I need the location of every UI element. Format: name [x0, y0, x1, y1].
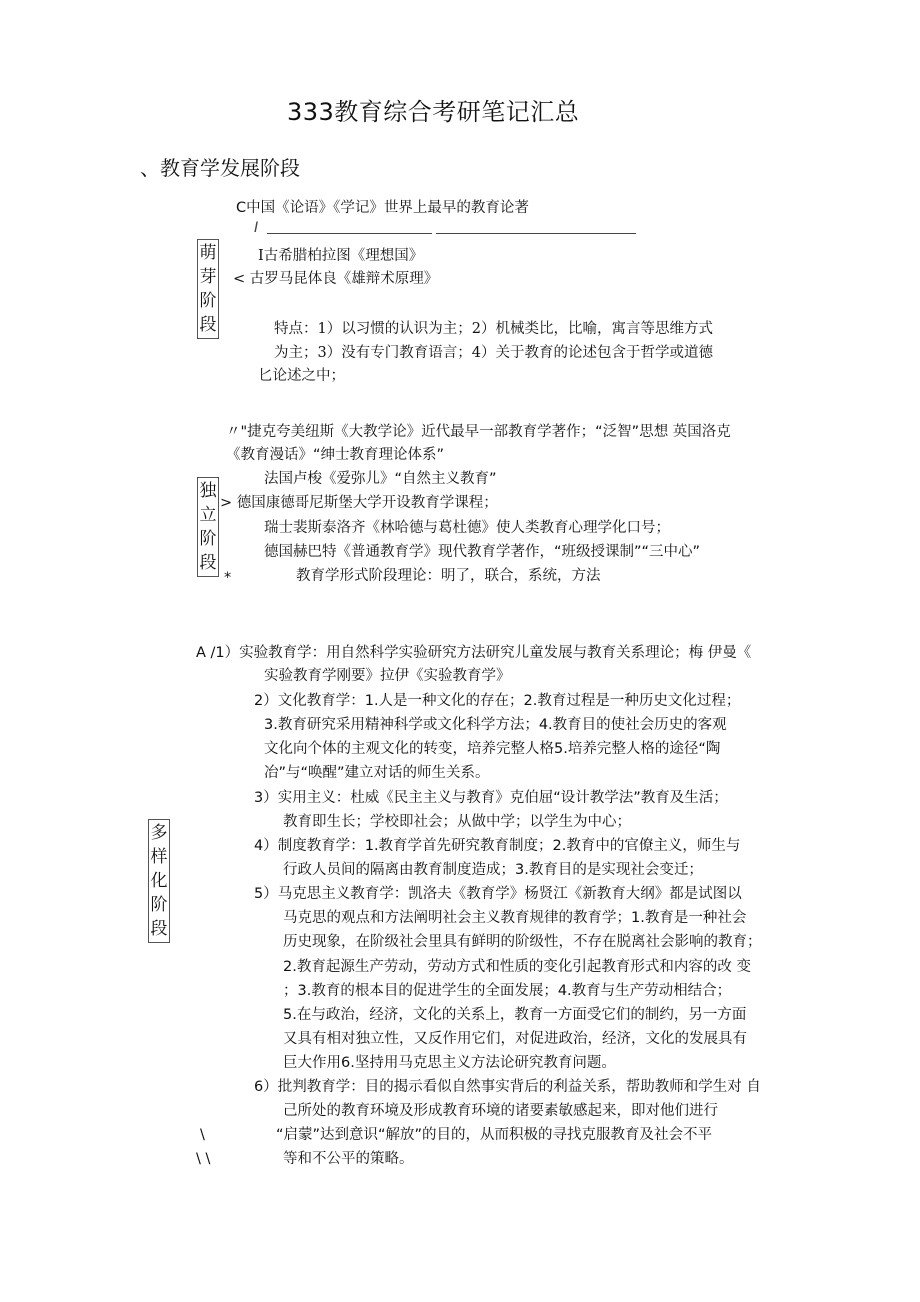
stage-label-char: 芽 — [199, 267, 217, 287]
text-line: 为主；3）没有专门教育语言；4）关于教育的论述包含于哲学或道德 — [274, 345, 713, 361]
text-line: > 德国康德哥尼斯堡大学开设教育学课程； — [220, 495, 498, 511]
text-line: C中国《论语》《学记》世界上最早的教育论著 — [236, 200, 529, 216]
text-line: “启蒙”达到意识“解放”的目的，从而积极的寻找克服教育及社会不平 — [276, 1127, 713, 1143]
text-line: 法国卢梭《爱弥儿》“自然主义教育” — [264, 471, 497, 487]
text-line: 5）马克思主义教育学：凯洛夫《教育学》杨贤江《新教育大纲》都是试图以 — [254, 886, 742, 902]
stage-label-char: 多 — [150, 823, 168, 843]
text-line: 实验教育学刚要》拉伊《实验教育学》 — [264, 668, 511, 684]
stage-label-char: 化 — [150, 871, 168, 891]
stage-label-diversified — [148, 819, 170, 943]
text-line: 4）制度教育学：1.教育学首先研究教育制度；2.教育中的官僚主义，师生与 — [254, 838, 741, 854]
asterisk-mark: * — [224, 570, 232, 586]
section-heading: 、教育学发展阶段 — [140, 156, 300, 180]
text-line: 〃"捷克夸美纽斯《大教学论》近代最早一部教育学著作；“泛智”思想 英国洛克 — [226, 424, 731, 440]
text-line: 行政人员间的隔离由教育制度造成；3.教育目的是实现社会变迁； — [283, 862, 703, 878]
stage-label-char: 段 — [199, 315, 217, 335]
text-line: 己所处的教育环境及形成教育环境的诸要素敏感起来，即对他们进行 — [283, 1103, 718, 1119]
text-line: 历史现象，在阶级社会里具有鲜明的阶级性，不存在脱离社会影响的教育； — [283, 934, 762, 950]
margin-mark: \ \ — [196, 1151, 211, 1167]
document-title: 333教育综合考研笔记汇总 — [287, 98, 580, 126]
text-line: 又具有相对独立性，又反作用它们，对促进政治，经济，文化的发展具有 — [283, 1031, 747, 1047]
stage-label-independent — [197, 477, 219, 577]
underline-divider — [267, 233, 432, 234]
stage-label-char: 阶 — [199, 529, 217, 549]
text-line: A /1）实验教育学：用自然科学实验研究方法研究儿童发展与教育关系理论；梅 伊曼《 — [196, 645, 752, 661]
text-line: 6）批判教育学：目的揭示看似自然事实背后的利益关系，帮助教师和学生对 自 — [254, 1079, 761, 1095]
text-line: 3）实用主义：杜威《民主主义与教育》克伯屈“设计教学法”教育及生活； — [254, 790, 728, 806]
underline-divider — [436, 233, 636, 234]
text-line: I古希腊柏拉图《理想国》 — [258, 248, 424, 264]
stage-label-char: 立 — [199, 505, 217, 525]
cursor-mark: I — [254, 220, 259, 236]
text-line: 2.教育起源生产劳动，劳动方式和性质的变化引起教育形式和内容的改 变 — [283, 959, 751, 975]
text-line: 教育即生长；学校即社会；从做中学；以学生为中心； — [283, 814, 631, 830]
stage-label-char: 独 — [199, 481, 217, 501]
text-line: < 古罗马昆体良《雄辩术原理》 — [233, 271, 439, 287]
stage-label-germination — [197, 239, 219, 339]
text-line: 文化向个体的主观文化的转变，培养完整人格5.培养完整人格的途径“陶 — [264, 741, 721, 757]
text-line: 冶”与“唤醒”建立对话的师生关系。 — [264, 765, 490, 781]
text-line: 瑞士裴斯泰洛齐《林哈德与葛杜德》使人类教育心理学化口号； — [264, 520, 670, 536]
text-line: 5.在与政治，经济，文化的关系上，教育一方面受它们的制约，另一方面 — [283, 1007, 747, 1023]
text-line: 2）文化教育学：1.人是一种文化的存在；2.教育过程是一种历史文化过程； — [254, 693, 741, 709]
text-line: 《教育漫话》“绅士教育理论体系” — [226, 447, 445, 463]
stage-label-char: 段 — [199, 553, 217, 573]
text-line: 德国赫巴特《普通教育学》现代教育学著作，“班级授课制”“三中心” — [264, 544, 701, 560]
text-line: 3.教育研究采用精神科学或文化科学方法；4.教育目的使社会历史的客观 — [264, 717, 727, 733]
stage-label-char: 萌 — [199, 243, 217, 263]
margin-mark: \ — [200, 1127, 205, 1143]
text-line: 特点：1）以习惯的认识为主；2）机械类比，比喻，寓言等思维方式 — [274, 321, 713, 337]
stage-label-char: 样 — [150, 847, 168, 867]
text-line: 教育学形式阶段理论：明了，联合，系统，方法 — [296, 568, 601, 584]
text-line: 巨大作用6.坚持用马克思主义方法论研究教育问题。 — [283, 1055, 616, 1071]
stage-label-char: 阶 — [150, 895, 168, 915]
stage-label-char: 段 — [150, 919, 168, 939]
text-line: ；3.教育的根本目的促进学生的全面发展；4.教育与生产劳动相结合； — [283, 983, 732, 999]
text-line: 匕论述之中； — [258, 368, 345, 384]
text-line: 马克思的观点和方法阐明社会主义教育规律的教育学；1.教育是一种社会 — [283, 910, 747, 926]
text-line: 等和不公平的策略。 — [283, 1151, 414, 1167]
stage-label-char: 阶 — [199, 291, 217, 311]
